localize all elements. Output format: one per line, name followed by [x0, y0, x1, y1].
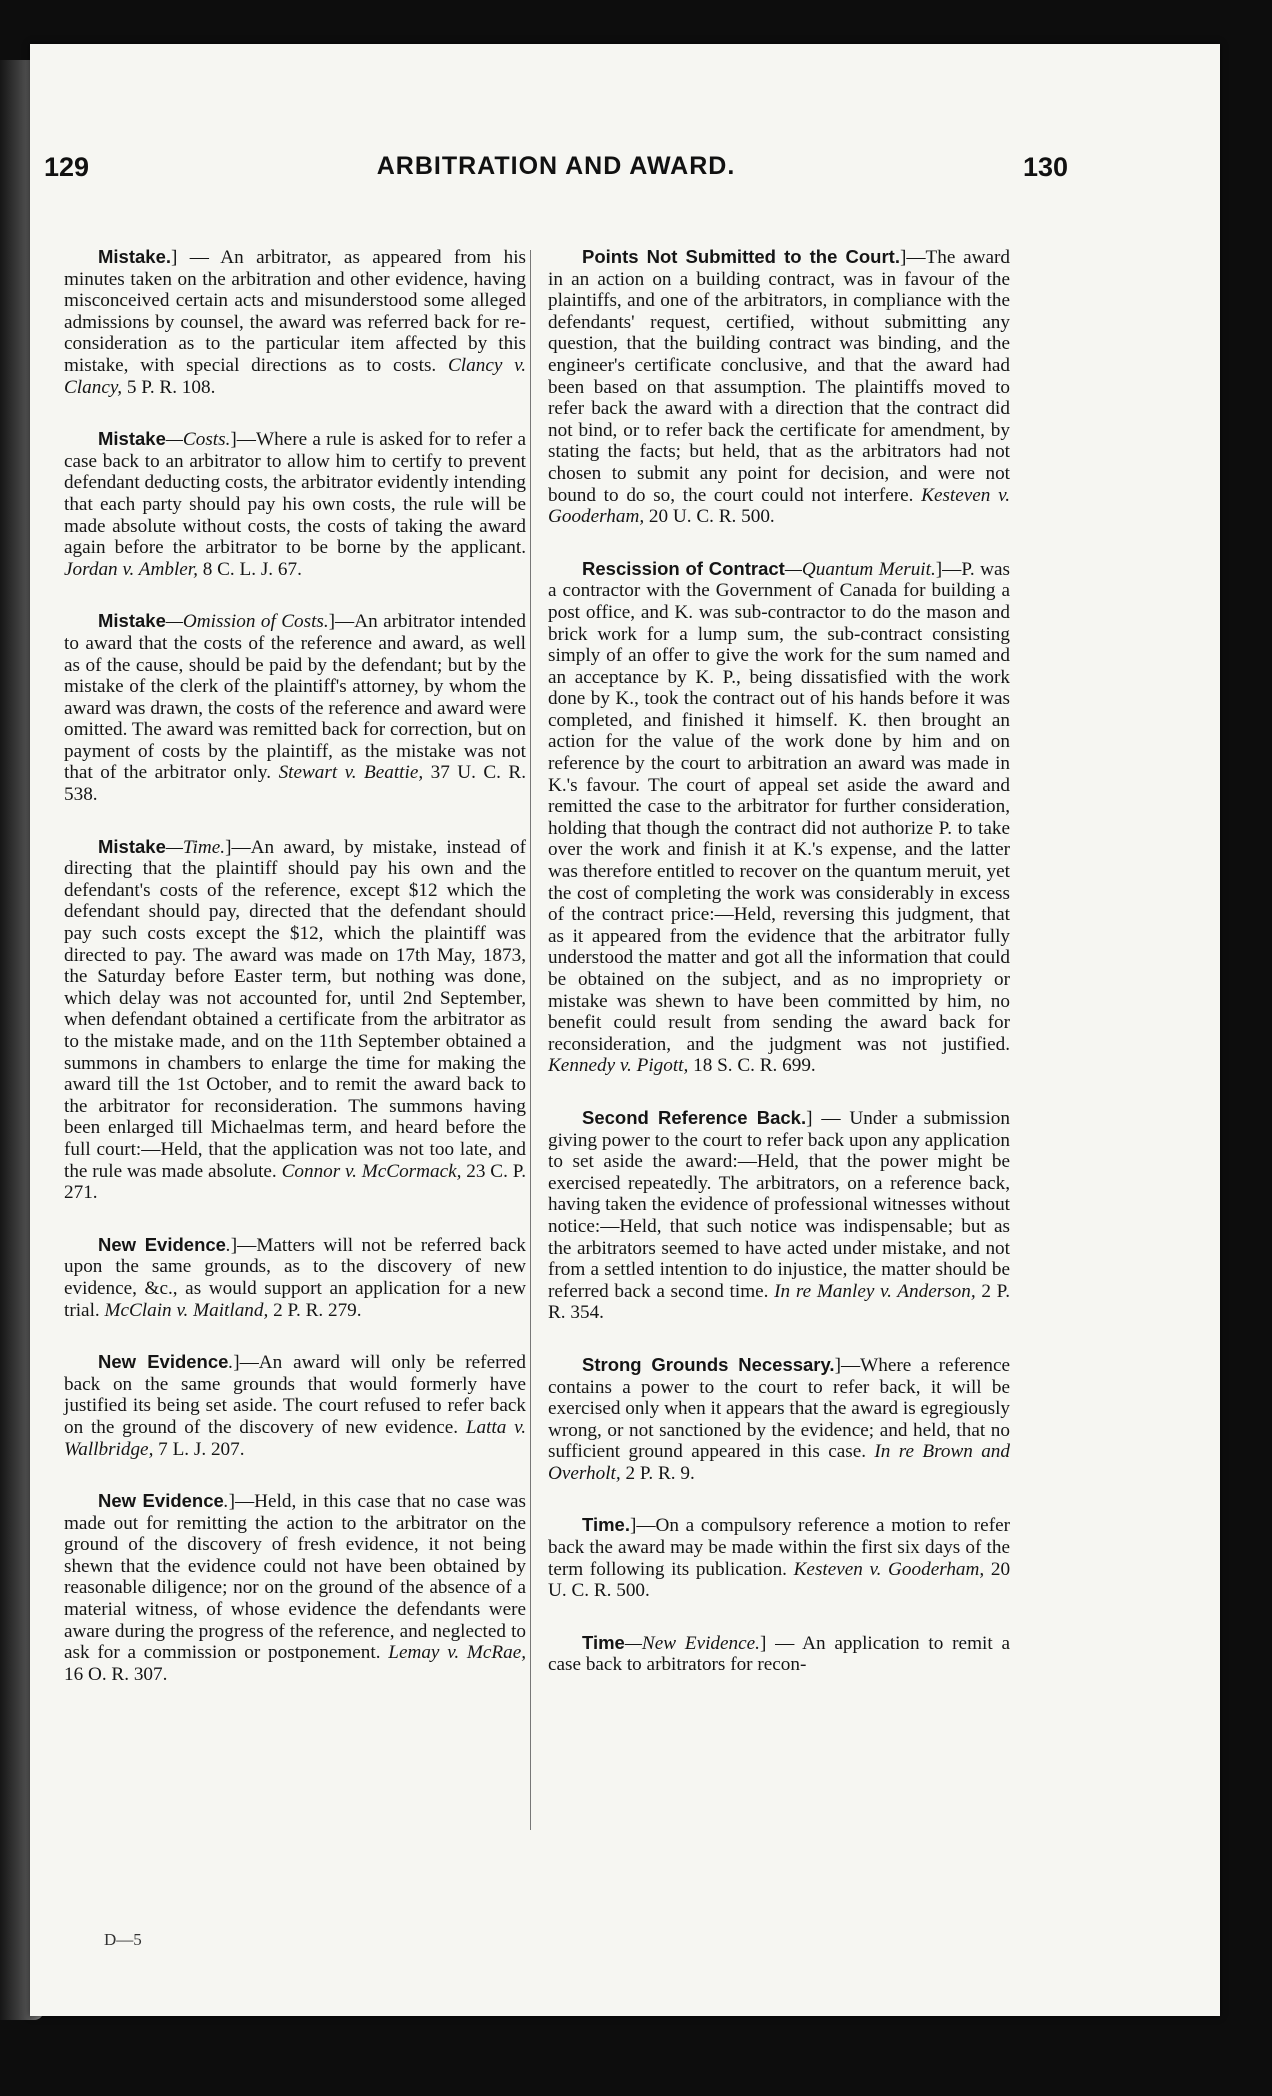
entry-subheading: —Costs.	[165, 429, 231, 451]
entry-mistake-time	[64, 836, 526, 1204]
entry-heading: New Evidence	[98, 1233, 226, 1255]
case-citation: Lemay v. McRae,	[388, 1642, 527, 1664]
entry-subheading: —Time.	[165, 836, 226, 858]
case-citation: Kennedy v. Pigott,	[548, 1055, 689, 1077]
entry-text: ]—Where a reference contains a power to the court to refer back, it will be exercised only when it appears that the award is egregiously wrong, or not sanctioned by the evidence; and held, that no sufficient ground appeared in this case.	[548, 1354, 1010, 1463]
entry-new-evidence-2	[64, 1351, 526, 1460]
case-citation: Latta v. Wallbridge,	[64, 1416, 526, 1460]
entry-text: ]—Where a rule is asked for to refer a case back to an arbitrator to allow him to certify to prevent defendant deducting costs, the arbitrator evidently intending that each party should pay his own costs, the rule will be made absolute without costs, the costs of taking the award again before the arbitrator to be borne by the applicant.	[64, 429, 526, 559]
entry-new-evidence-3	[64, 1490, 526, 1685]
entry-subheading: —New Evidence.	[624, 1632, 760, 1654]
entry-subheading: .	[225, 1234, 231, 1256]
entry-heading: New Evidence	[98, 1351, 229, 1373]
report-reference: 2 P. R. 9.	[625, 1462, 695, 1484]
report-reference: 20 U. C. R. 500.	[548, 1558, 1011, 1602]
entry-text: ]—An award, by mistake, instead of directing that the plaintiff should pay his own and the defendant's costs of the reference, except $12 which the defendant should pay, directed that the defendant should pay such costs except the $12, which the plaintiff was directed to pay. The award was made on 17th May, 1873, the Saturday before Easter term, but nothing was done, which delay was not accounted for, until 2nd September, when defendant obtained a certificate from the arbitrator as to the mistake made, and on the 11th September obtained a summons in chambers to enlarge the time for making the award till the 1st October, and to remit the award back to the arbitrator for reconsideration. The summons having been enlarged till Michaelmas term, and heard before the full court:—Held, that the application was not too late, and the rule was made absolute.	[64, 836, 526, 1182]
entry-new-evidence-1	[64, 1234, 526, 1321]
report-reference: 7 L. J. 207.	[158, 1438, 245, 1460]
report-reference: 2 P. R. 354.	[548, 1280, 1011, 1324]
entry-text: ]—P. was a contractor with the Government of Canada for building a post office, and K. was sub-contractor to do the mason and brick work for a lump sum, the sub-contract consisting simply of an offer to give the work for the sum named and an acceptance by K. P., being dissatisfied with the work done by K., took the contract out of his hands before it was completed, and finished it himself. K. then brought an action for the value of the work done by him and on reference by the court to arbitration an award was made in K.'s favour. The court of appeal set aside the award and remitted the case to the arbitrator for further consideration, holding that though the contract did not authorize P. to take over the work and finish it at K.'s expense, and the latter was therefore entitled to recover on the quantum meruit, yet the cost of completing the work was considerably in excess of the contract price:—Held, reversing this judgment, that as it appeared from the evidence that the arbitrator fully understood the matter and got all the information that could be obtained on the subject, and as no impropriety or mistake was shewn to have been committed by him, no benefit could result from sending the award back for reconsideration, and the judgment was not justified.	[548, 558, 1010, 1055]
report-reference: 20 U. C. R. 500.	[648, 506, 775, 528]
case-citation: Kesteven v. Gooderham,	[548, 484, 1010, 528]
entry-heading: Strong Grounds Necessary.	[582, 1353, 835, 1375]
report-reference: 8 C. L. J. 67.	[202, 558, 302, 580]
column-divider	[530, 250, 531, 1830]
case-citation: Jordan v. Ambler,	[64, 558, 198, 580]
entry-strong-grounds	[548, 1354, 1010, 1485]
entry-text: ]—Matters will not be referred back upon the same grounds, as to the discovery of new evidence, &c., as would support an application for a new trial.	[64, 1234, 526, 1321]
case-citation: McClain v. Maitland,	[104, 1299, 269, 1321]
entry-points-not-submitted	[548, 246, 1010, 528]
report-reference: 18 S. C. R. 699.	[693, 1055, 816, 1077]
running-header	[44, 152, 1068, 192]
entry-subheading: .	[223, 1491, 229, 1513]
entry-subheading: .	[228, 1352, 234, 1374]
entry-subheading: —Quantum Meruit.	[784, 558, 936, 580]
entry-mistake-omission-of-costs	[64, 610, 526, 805]
running-title: ARBITRATION AND AWARD.	[376, 152, 736, 180]
report-reference: 5 P. R. 108.	[126, 376, 216, 398]
case-citation: Kesteven v. Gooderham,	[793, 1558, 985, 1580]
right-column	[548, 246, 1010, 1706]
entry-heading: New Evidence	[98, 1490, 224, 1512]
entry-time-new-evidence	[548, 1632, 1010, 1676]
entry-second-reference-back	[548, 1107, 1010, 1324]
entry-text: ] — An arbitrator, as appeared from his minutes taken on the arbitration and other evidence, having misconceived certain acts and misunderstood some alleged admissions by counsel, the award was referred back for re-consideration as to the particular item affected by this mistake, with special directions as to costs.	[64, 247, 526, 376]
entry-text: ]—On a compulsory reference a motion to refer back the award may be made within the first six days of the term following its publication.	[548, 1515, 1010, 1580]
entry-text: ]—The award in an action on a building contract, was in favour of the plaintiffs, and one of the arbitrators, in compliance with the defendants' request, certified, without submitting any question, that the building contract was binding, and the engineer's certificate conclusive, and that the award had been based on that assumption. The plaintiffs moved to refer back the award with a direction that the contract did not bind, or to refer back the certificate for amendment, by stating the facts; but held, that as the arbitrators had not chosen to submit any point for decision, and were not bound to do so, the court could not interfere.	[548, 247, 1011, 506]
report-reference: 2 P. R. 279.	[273, 1299, 362, 1321]
entry-heading: Time.	[582, 1514, 630, 1536]
entry-rescission-of-contract	[548, 558, 1010, 1077]
entry-subheading: —Omission of Costs.	[165, 611, 329, 633]
entry-text: ]—An award will only be referred back on the same grounds that would formerly have justified its being set aside. The court refused to refer back on the ground of the discovery of new evidence.	[64, 1352, 526, 1438]
entry-heading: Mistake	[98, 610, 166, 632]
case-citation: In re Manley v. Anderson,	[774, 1280, 976, 1302]
entry-text: ]—An arbitrator intended to award that the costs of the reference and award, as well as of the cause, should be paid by the defendant; but by the mistake of the clerk of the plaintiff's attorney, by whom the award was drawn, the costs of the reference and award were omitted. The award was remitted back for correction, but on payment of costs by the plaintiff, as the mistake was not that of the arbitrator only.	[64, 611, 527, 784]
report-reference: 37 U. C. R. 538.	[64, 762, 527, 806]
entry-heading: Mistake.	[98, 246, 172, 267]
case-citation: Stewart v. Beattie,	[278, 762, 424, 784]
entry-mistake-costs	[64, 428, 526, 580]
case-citation: Clancy v. Clancy,	[64, 354, 527, 398]
entry-heading: Mistake	[98, 428, 166, 450]
page-number-left: 129	[44, 152, 90, 182]
report-reference: 16 O. R. 307.	[64, 1663, 168, 1685]
signature-mark: D—5	[104, 1930, 142, 1949]
entry-heading: Second Reference Back.	[582, 1106, 807, 1128]
left-column	[64, 246, 526, 1715]
report-reference: 23 C. P. 271.	[64, 1160, 527, 1204]
entry-heading: Points Not Submitted to the Court.	[582, 246, 900, 267]
entry-heading: Mistake	[98, 835, 166, 857]
entry-mistake	[64, 246, 526, 398]
case-citation: In re Brown and Overholt,	[548, 1441, 1010, 1484]
entry-heading: Time	[582, 1631, 625, 1653]
entry-heading: Rescission of Contract	[582, 557, 785, 579]
case-citation: Connor v. McCormack,	[281, 1160, 462, 1182]
entry-text: ] — An application to remit a case back to arbitrators for recon-	[548, 1632, 1010, 1676]
entry-text: ]—Held, in this case that no case was made out for remitting the action to the arbitrator on the ground of the discovery of fresh evidence, it not being shewn that the evidence could not have been obtained by reasonable diligence; nor on the ground of the absence of a material witness, of whose evidence the defendants were aware during the progress of the reference, and neglected to ask for a commission or postponement.	[64, 1491, 526, 1664]
page-number-right: 130	[1022, 152, 1068, 182]
entry-text: ] — Under a submission giving power to the court to refer back upon any application to set aside the award:—Held, that the power might be exercised repeatedly. The arbitrators, on a reference back, having taken the evidence of professional witnesses without notice:—Held, that such notice was indispensable; but as the arbitrators seemed to have acted under mistake, and not from a settled intention to do injustice, the matter should be referred back a second time.	[548, 1107, 1010, 1302]
entry-time	[548, 1514, 1010, 1601]
